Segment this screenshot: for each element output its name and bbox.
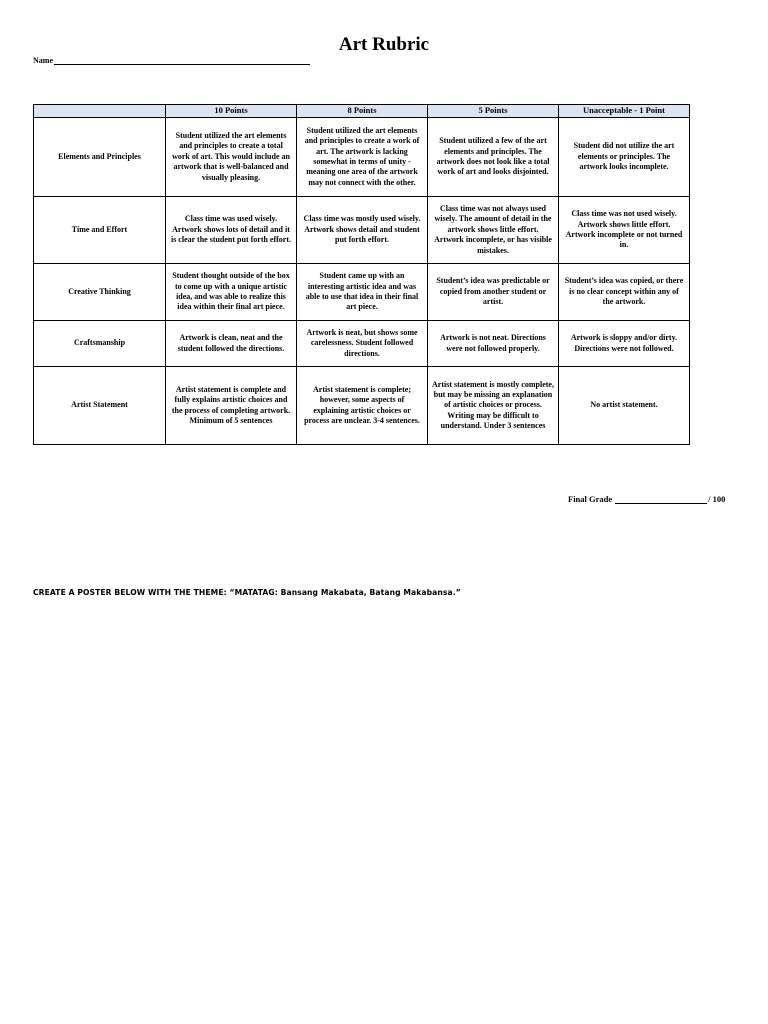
final-grade-max: / 100 [708,494,726,504]
rubric-cell: Student utilized the art elements and principles to create a total work of art. This would include an artwork that is well-balanced and visually pleasing. [166,118,297,197]
final-grade-field [568,494,725,504]
name-field [33,56,310,65]
rubric-cell: Artwork is sloppy and/or dirty. Directions were not followed. [559,321,690,367]
criterion-elements-principles: Elements and Principles [34,118,166,197]
rubric-cell: Class time was not used wisely. Artwork shows little effort. Artwork incomplete or not turned in. [559,197,690,264]
final-grade-label: Final Grade [568,494,613,504]
criterion-artist-statement: Artist Statement [34,367,166,445]
name-blank-line [54,56,310,65]
name-label: Name [33,56,53,65]
final-grade-blank-line [615,494,707,504]
criterion-creative-thinking: Creative Thinking [34,264,166,321]
rubric-cell: Artwork is clean, neat and the student followed the directions. [166,321,297,367]
rubric-table [33,104,690,445]
rubric-cell: Class time was not always used wisely. The amount of detail in the artwork shows little effort. Artwork incomplete, or has visible mistakes. [428,197,559,264]
header-8-points: 8 Points [297,105,428,118]
rubric-cell: Student’s idea was copied, or there is no clear concept within any of the artwork. [559,264,690,321]
header-unacceptable: Unacceptable - 1 Point [559,105,690,118]
rubric-cell: Student’s idea was predictable or copied from another student or artist. [428,264,559,321]
rubric-cell: Student came up with an interesting artistic idea and was able to use that idea in their final art piece. [297,264,428,321]
table-row [34,264,690,321]
rubric-cell: Class time was used wisely. Artwork shows lots of detail and it is clear the student put forth effort. [166,197,297,264]
header-criterion [34,105,166,118]
rubric-cell: Artist statement is complete; however, some aspects of explaining artistic choices or process are unclear. 3-4 sentences. [297,367,428,445]
poster-instruction: CREATE A POSTER BELOW WITH THE THEME: “MATATAG: Bansang Makabata, Batang Makabansa.” [33,588,461,597]
page-title: Art Rubric [338,34,430,55]
rubric-header-row [34,105,690,118]
rubric-cell: Class time was mostly used wisely. Artwork shows detail and student put forth effort. [297,197,428,264]
table-row [34,118,690,197]
header-5-points: 5 Points [428,105,559,118]
criterion-craftsmanship: Craftsmanship [34,321,166,367]
criterion-time-effort: Time and Effort [34,197,166,264]
rubric-cell: Student utilized the art elements and principles to create a work of art. The artwork is lacking somewhat in terms of unity - meaning one area of the artwork may not connect with the other. [297,118,428,197]
rubric-cell: Artist statement is mostly complete, but may be missing an explanation of artistic choices or process. Writing may be difficult to understand. Under 3 sentences [428,367,559,445]
rubric-cell: Artwork is not neat. Directions were not followed properly. [428,321,559,367]
table-row [34,367,690,445]
rubric-cell: Student did not utilize the art elements or principles. The artwork looks incomplete. [559,118,690,197]
rubric-cell: Student utilized a few of the art elements and principles. The artwork does not look like a total work of art and looks disjointed. [428,118,559,197]
table-row [34,197,690,264]
rubric-cell: Student thought outside of the box to come up with a unique artistic idea, and was able to realize this idea within their final art piece. [166,264,297,321]
header-10-points: 10 Points [166,105,297,118]
table-row [34,321,690,367]
rubric-cell: Artist statement is complete and fully explains artistic choices and the process of completing artwork. Minimum of 5 sentences [166,367,297,445]
rubric-cell: No artist statement. [559,367,690,445]
rubric-cell: Artwork is neat, but shows some carelessness. Student followed directions. [297,321,428,367]
